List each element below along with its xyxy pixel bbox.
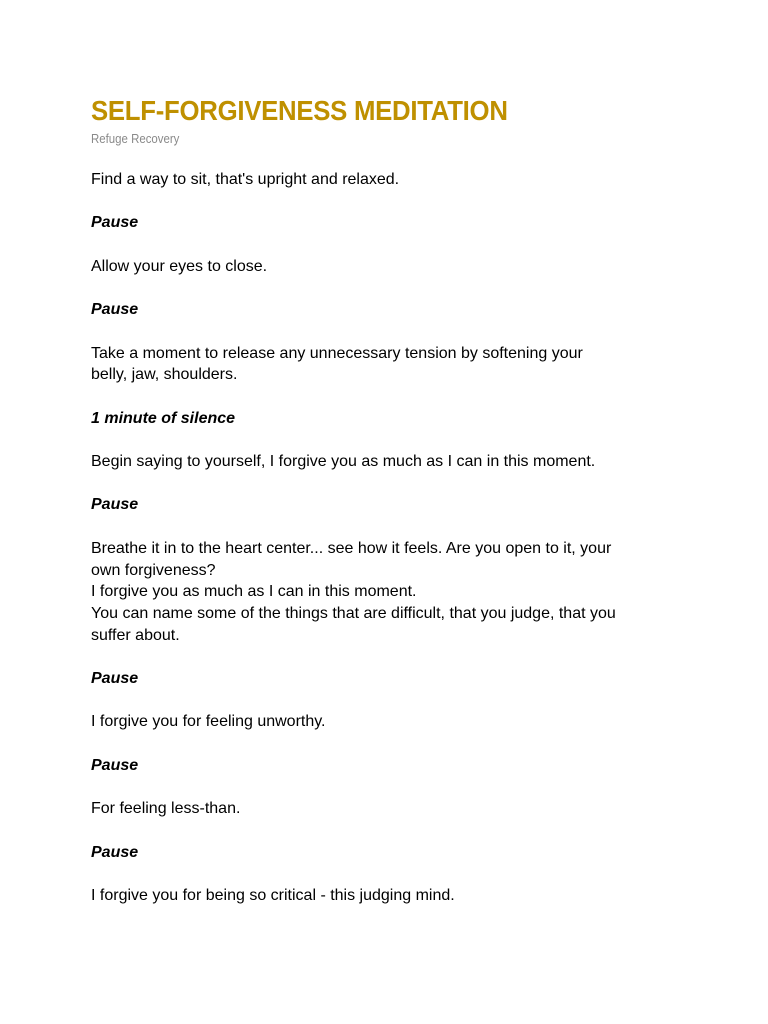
page-subtitle: Refuge Recovery [91, 131, 180, 146]
pause-cue: Pause [91, 496, 139, 514]
instruction-paragraph: I forgive you for feeling unworthy. [91, 713, 326, 731]
instruction-paragraph: Find a way to sit, that's upright and relaxed. [91, 171, 400, 188]
pause-cue: Pause [91, 214, 139, 232]
instruction-paragraph [91, 538, 691, 647]
paragraph-line: I forgive you as much as I can in this moment. [91, 583, 417, 601]
instruction-paragraph: For feeling less-than. [91, 800, 241, 818]
pause-cue: Pause [91, 843, 139, 861]
instruction-paragraph: Begin saying to yourself, I forgive you as much as I can in this moment. [91, 453, 596, 471]
pause-cue: Pause [91, 756, 139, 774]
pause-cue: Pause [91, 670, 139, 688]
instruction-paragraph: Allow your eyes to close. [91, 257, 268, 275]
paragraph-line: suffer about. [91, 626, 180, 644]
paragraph-line: own forgiveness? [91, 561, 216, 579]
paragraph-line: Breathe it in to the heart center... see how it feels. Are you open to it, your [91, 539, 612, 557]
instruction-paragraph: I forgive you for being so critical - this judging mind. [91, 886, 455, 904]
paragraph-line: belly, jaw, shoulders. [91, 366, 238, 384]
silence-cue: 1 minute of silence [91, 409, 236, 427]
paragraph-line: You can name some of the things that are difficult, that you judge, that you [91, 604, 616, 622]
page-title: SELF-FORGIVENESS MEDITATION [91, 95, 508, 126]
pause-cue: Pause [91, 301, 139, 319]
document-body [91, 93, 691, 904]
instruction-paragraph [91, 343, 691, 386]
paragraph-line: Take a moment to release any unnecessary tension by softening your [91, 344, 583, 362]
meditation-script [91, 169, 691, 907]
